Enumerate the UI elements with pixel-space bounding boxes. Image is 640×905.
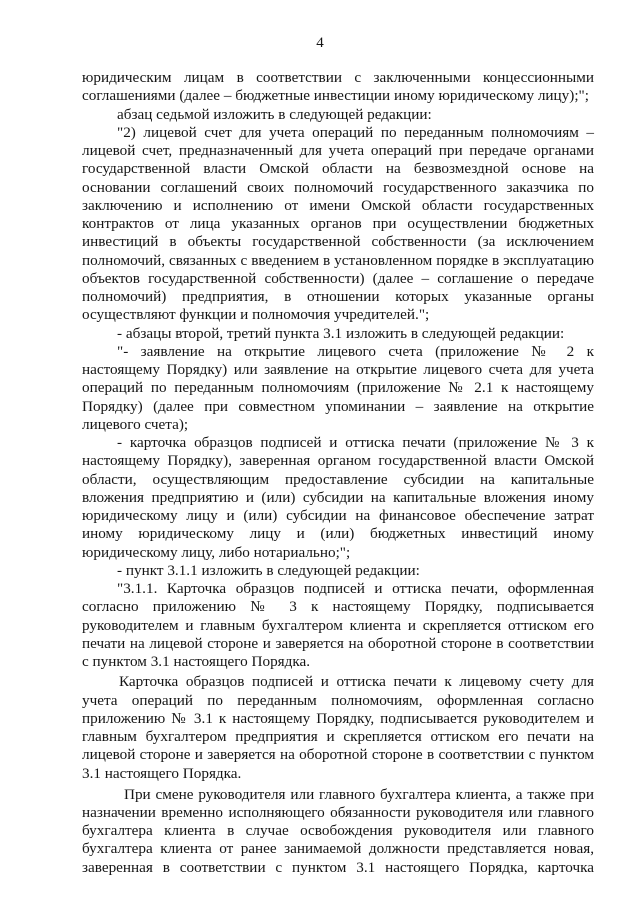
text-line: Порядку) (далее при совместном упоминании – заявление на открытие [82,398,594,415]
text-line: назначении временно исполняющего обязанности руководителя или главного [82,804,594,821]
text-line: лицевой счет, предназначенный для учета операций при передаче органами [82,142,594,159]
text-line: юридическому лицу, либо нотариально;"; [82,544,351,561]
text-line: основании соглашений своих полномочий государственного заказчика по [82,179,594,196]
text-line: согласно приложению № 3 к настоящему Порядку, подписывается [82,598,594,615]
text-line: абзац седьмой изложить в следующей редакции: [117,106,432,123]
text-line: приложению № 3.1 к настоящему Порядку, подписывается руководителем и [82,710,594,727]
text-line: осуществляют функции и полномочия учредителей."; [82,306,430,323]
text-line: "2) лицевой счет для учета операций по переданным полномочиям – [117,124,594,141]
text-line: иному юридическому лицу и (или) бюджетных инвестиций иному [82,525,594,542]
text-line: - абзацы второй, третий пункта 3.1 изложить в следующей редакции: [117,325,565,342]
text-line: государственной власти Омской области на безвозмездной основе на [82,160,594,177]
text-line: бухгалтера клиента в случае освобождения руководителя или главного [82,822,594,839]
text-line: лицевой стороне и заверяется на оборотной стороне в соответствии с пунктом [82,746,594,763]
text-line: лицевого счета); [82,416,189,433]
text-line: области, осуществляющим предоставление субсидии на капитальные [82,471,594,488]
text-line: юридическим лицам в соответствии с заключенными концессионными [82,69,594,86]
text-line: 3.1 настоящего Порядка. [82,765,242,782]
text-line: вложения предприятию и (или) субсидии на капитальные вложения иному [82,489,594,506]
text-line: "3.1.1. Карточка образцов подписей и оттиска печати, оформленная [117,580,594,597]
text-line: бухгалтера клиента от ранее занимаемой должности представляется новая, [82,840,594,857]
text-line: настоящему Порядку), заверенная органом государственной власти Омской [82,452,594,469]
text-line: контрактов от лица указанных органов при осуществлении бюджетных [82,215,594,232]
text-line: с пунктом 3.1 настоящего Порядка. [82,653,311,670]
text-line: заверенная в соответствии с пунктом 3.1 настоящего Порядка, карточка [82,859,594,876]
text-line: операций по переданным полномочиям (приложение № 2.1 к настоящему [82,379,594,396]
text-line: Карточка образцов подписей и оттиска печати к лицевому счету для [119,673,594,690]
text-line: печати на лицевой стороне и заверяется на оборотной стороне в соответствии [82,635,594,652]
text-line: учета операций по переданным полномочиям, оформленная согласно [82,692,594,709]
text-line: настоящему Порядку) или заявление на открытие лицевого счета для учета [82,361,594,378]
text-line: заключению и исполнению от имени Омской области государственных [82,197,594,214]
text-line: При смене руководителя или главного бухгалтера клиента, а также при [124,786,594,803]
text-line: "- заявление на открытие лицевого счета (приложение № 2 к [117,343,594,360]
text-line: соглашениями (далее – бюджетные инвестиции иному юридическому лицу);"; [82,87,589,104]
text-line: полномочий) предприятия, в отношении которых указанные органы [82,288,594,305]
page-number: 4 [316,35,324,51]
text-line: главным бухгалтером предприятия и скрепляется оттиском его печати на [82,728,594,745]
text-line: руководителем и главным бухгалтером клиента и скрепляется оттиском его [82,617,594,634]
text-line: - карточка образцов подписей и оттиска печати (приложение № 3 к [117,434,594,451]
text-line: инвестиций в объекты государственной собственности (за исключением [82,233,594,250]
text-line: юридическому лицу и (или) субсидии на финансовое обеспечение затрат [82,507,594,524]
text-line: объектов государственной собственности) (далее – соглашение о передаче [82,270,594,287]
text-line: полномочий, связанных с введением в установленном порядке в эксплуатацию [82,252,594,269]
text-line: - пункт 3.1.1 изложить в следующей редакции: [117,562,420,579]
